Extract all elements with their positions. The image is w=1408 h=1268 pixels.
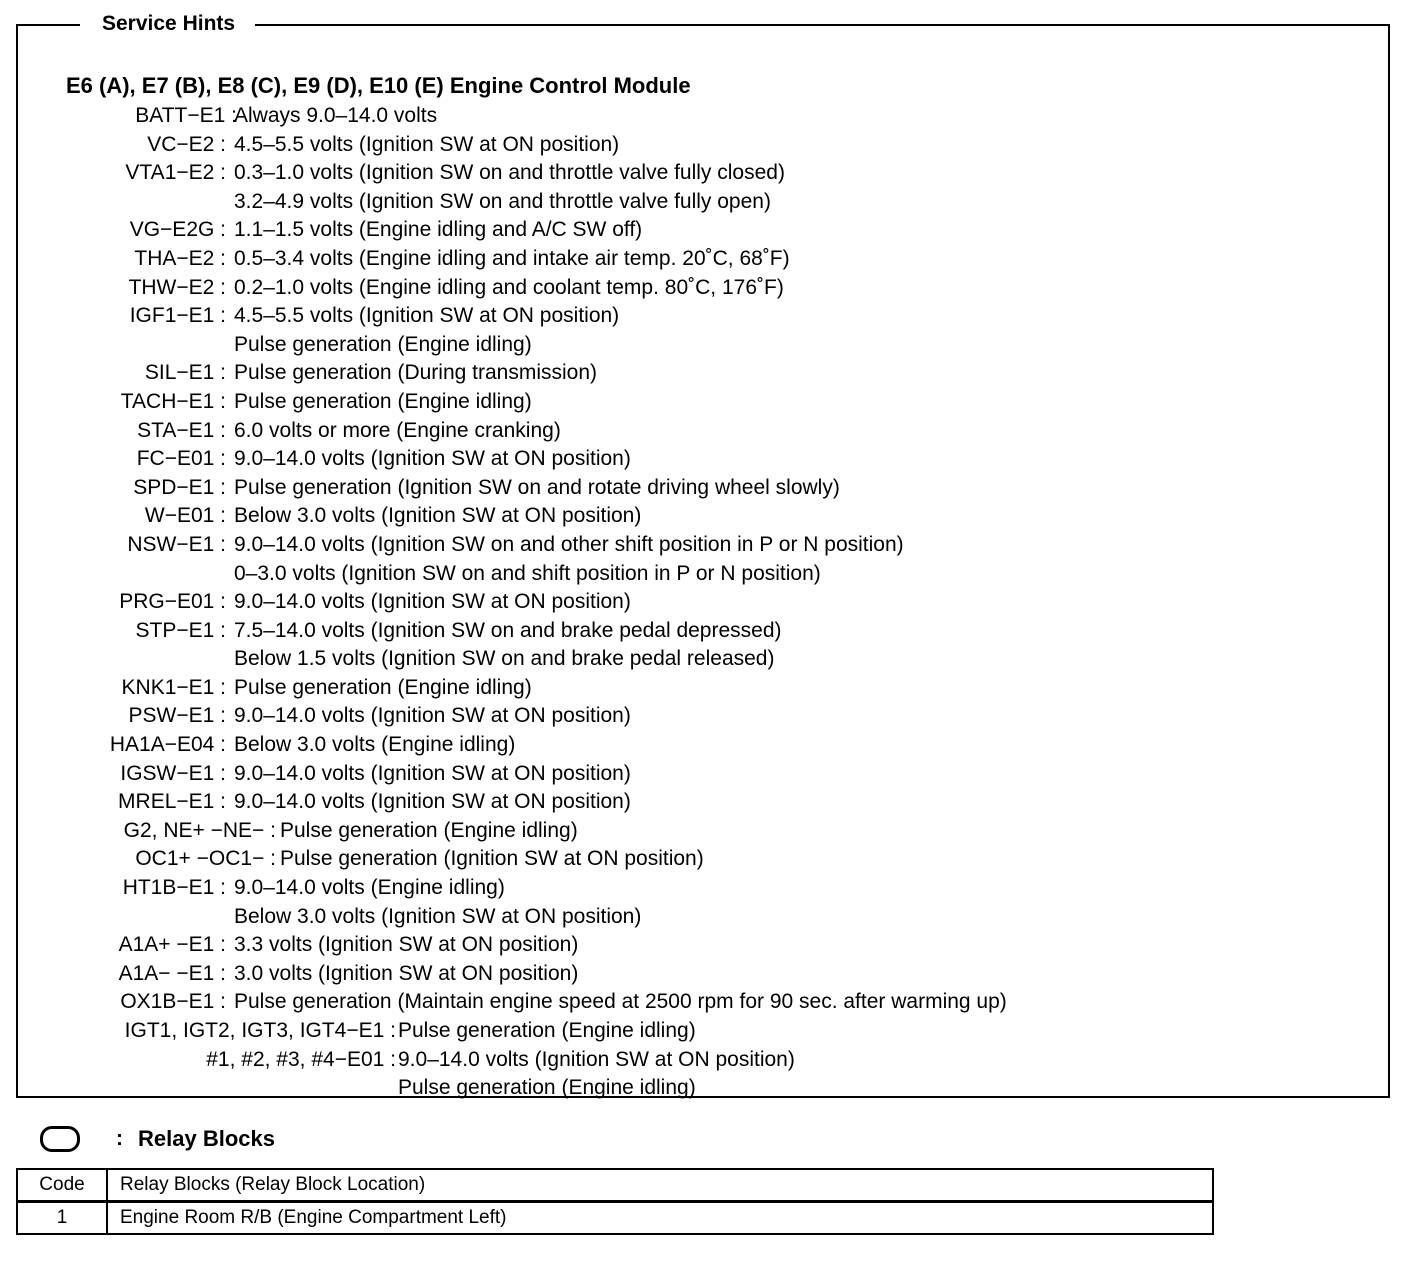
- hint-row: [18, 702, 1218, 731]
- hint-row: [18, 531, 1218, 560]
- hint-row: [18, 560, 1218, 589]
- hint-label: PSW−E1 :: [128, 704, 226, 728]
- hint-label: #1, #2, #3, #4−E01 :: [206, 1047, 396, 1071]
- hint-row: [18, 159, 1218, 188]
- hint-value: Below 3.0 volts (Ignition SW at ON position): [234, 904, 642, 928]
- hint-value: Pulse generation (Maintain engine speed at 2500 rpm for 90 sec. after warming up): [234, 990, 1007, 1014]
- hint-row: [18, 988, 1218, 1017]
- hint-row: [18, 817, 1218, 846]
- hint-row: [18, 588, 1218, 617]
- hint-label: A1A+ −E1 :: [118, 933, 226, 957]
- hint-value: Pulse generation (Engine idling): [234, 332, 532, 356]
- hint-row: [18, 931, 1218, 960]
- header-location: Relay Blocks (Relay Block Location): [107, 1169, 1213, 1202]
- hint-row: [18, 731, 1218, 760]
- hint-label: G2, NE+ −NE− :: [123, 818, 276, 842]
- hint-value: Below 1.5 volts (Ignition SW on and brake pedal released): [234, 647, 775, 671]
- hint-value: 9.0–14.0 volts (Engine idling): [234, 876, 505, 900]
- hint-row: [18, 417, 1218, 446]
- hint-row: [18, 845, 1218, 874]
- hint-value: Below 3.0 volts (Ignition SW at ON position): [234, 504, 642, 528]
- hint-value: 3.0 volts (Ignition SW at ON position): [234, 961, 579, 985]
- hint-row: [18, 903, 1218, 932]
- hint-value: Pulse generation (Ignition SW at ON position): [280, 847, 704, 871]
- service-hints-legend: Service Hints: [80, 10, 255, 38]
- hint-row: [18, 188, 1218, 217]
- hint-row: [18, 274, 1218, 303]
- hint-row: [18, 1074, 1218, 1103]
- hint-label: IGF1−E1 :: [129, 304, 226, 328]
- hint-label: MREL−E1 :: [118, 790, 226, 814]
- hint-value: 1.1–1.5 volts (Engine idling and A/C SW off): [234, 218, 643, 242]
- relay-legend-colon: :: [116, 1127, 123, 1150]
- hint-row: [18, 788, 1218, 817]
- table-row: [17, 1202, 1213, 1235]
- hint-value: Pulse generation (Engine idling): [234, 389, 532, 413]
- hint-row: [18, 960, 1218, 989]
- hint-value: 6.0 volts or more (Engine cranking): [234, 418, 561, 442]
- hint-label: HT1B−E1 :: [122, 876, 226, 900]
- hint-row: [18, 445, 1218, 474]
- hint-value: 4.5–5.5 volts (Ignition SW at ON position): [234, 304, 620, 328]
- hint-value: Pulse generation (During transmission): [234, 361, 597, 385]
- hint-label: VG−E2G :: [129, 218, 226, 242]
- hint-label: TACH−E1 :: [120, 389, 226, 413]
- hint-label: SPD−E1 :: [133, 475, 226, 499]
- hint-label: FC−E01 :: [136, 447, 226, 471]
- hint-row: [18, 359, 1218, 388]
- hint-row: [18, 331, 1218, 360]
- hint-label: VTA1−E2 :: [125, 161, 226, 185]
- hint-row: [18, 874, 1218, 903]
- hint-value: 9.0–14.0 volts (Ignition SW at ON position): [234, 704, 631, 728]
- hint-value: 9.0–14.0 volts (Ignition SW at ON position): [234, 761, 631, 785]
- hint-value: Pulse generation (Engine idling): [398, 1019, 696, 1042]
- hint-row: [18, 1046, 1218, 1075]
- relay-legend-title: Relay Blocks: [138, 1126, 275, 1151]
- relay-blocks-table: [16, 1168, 1214, 1235]
- hint-row: [18, 245, 1218, 274]
- cell-code: 1: [17, 1202, 107, 1235]
- hint-value: 0.3–1.0 volts (Ignition SW on and throttle valve fully closed): [234, 161, 785, 185]
- hint-row: [18, 388, 1218, 417]
- hint-value: 0.2–1.0 volts (Engine idling and coolant temp. 80˚C, 176˚F): [234, 275, 784, 299]
- hint-value: Pulse generation (Engine idling): [234, 675, 532, 699]
- hint-label: A1A− −E1 :: [118, 961, 226, 985]
- hint-row: [18, 674, 1218, 703]
- hint-row: [18, 102, 1218, 131]
- cell-location: Engine Room R/B (Engine Compartment Left): [107, 1202, 1213, 1235]
- hint-row: [18, 760, 1218, 789]
- hint-value: 9.0–14.0 volts (Ignition SW at ON position): [398, 1047, 795, 1071]
- hint-value: Pulse generation (Engine idling): [280, 818, 578, 842]
- hint-label: IGSW−E1 :: [120, 761, 226, 785]
- hint-value: 3.3 volts (Ignition SW at ON position): [234, 933, 579, 957]
- hint-row: [18, 617, 1218, 646]
- hint-label: IGT1, IGT2, IGT3, IGT4−E1 :: [124, 1019, 396, 1042]
- hint-value: Below 3.0 volts (Engine idling): [234, 733, 516, 757]
- hint-label: STA−E1 :: [137, 418, 226, 442]
- hint-value: 9.0–14.0 volts (Ignition SW at ON position): [234, 590, 631, 614]
- module-title: E6 (A), E7 (B), E8 (C), E9 (D), E10 (E) Engine Control Module: [66, 73, 691, 98]
- hint-label: OX1B−E1 :: [120, 990, 226, 1014]
- hint-label: W−E01 :: [144, 504, 226, 528]
- hint-row: [18, 645, 1218, 674]
- hint-label: STP−E1 :: [135, 618, 226, 642]
- hint-row: [18, 502, 1218, 531]
- header-code: Code: [17, 1169, 107, 1202]
- hint-row: [18, 302, 1218, 331]
- hint-value: 0.5–3.4 volts (Engine idling and intake air temp. 20˚C, 68˚F): [234, 246, 790, 270]
- hint-value: 0–3.0 volts (Ignition SW on and shift position in P or N position): [234, 561, 821, 585]
- hint-label: KNK1−E1 :: [121, 675, 226, 699]
- hint-value: 4.5–5.5 volts (Ignition SW at ON position): [234, 132, 620, 156]
- table-header-row: [17, 1169, 1213, 1202]
- hint-row: [18, 1017, 1218, 1046]
- hint-label: HA1A−E04 :: [109, 733, 226, 757]
- hint-rows: [18, 102, 1218, 1103]
- hint-value: 9.0–14.0 volts (Ignition SW on and other shift position in P or N position): [234, 532, 904, 556]
- hint-label: OC1+ −OC1− :: [135, 847, 276, 871]
- hint-value: 9.0–14.0 volts (Ignition SW at ON position): [234, 790, 631, 814]
- hint-value: Always 9.0–14.0 volts: [234, 104, 438, 127]
- hint-label: SIL−E1 :: [144, 361, 226, 385]
- hint-value: 9.0–14.0 volts (Ignition SW at ON position): [234, 447, 631, 471]
- hint-value: 3.2–4.9 volts (Ignition SW on and throttle valve fully open): [234, 189, 771, 213]
- hint-value: 7.5–14.0 volts (Ignition SW on and brake pedal depressed): [234, 618, 782, 642]
- relay-block-symbol-icon: [40, 1126, 80, 1152]
- hint-value: Pulse generation (Engine idling): [398, 1076, 696, 1100]
- hint-label: NSW−E1 :: [127, 532, 226, 556]
- hint-row: [18, 474, 1218, 503]
- hint-row: [18, 131, 1218, 160]
- hint-row: [18, 216, 1218, 245]
- hint-label: THA−E2 :: [134, 246, 226, 270]
- hint-label: BATT−E1 :: [135, 104, 237, 127]
- hint-label: PRG−E01 :: [119, 590, 226, 614]
- hint-label: THW−E2 :: [128, 275, 226, 299]
- relay-blocks-legend: [40, 1124, 440, 1156]
- hint-label: VC−E2 :: [147, 132, 226, 156]
- hint-value: Pulse generation (Ignition SW on and rotate driving wheel slowly): [234, 475, 840, 499]
- service-hints-box: [16, 24, 1390, 1098]
